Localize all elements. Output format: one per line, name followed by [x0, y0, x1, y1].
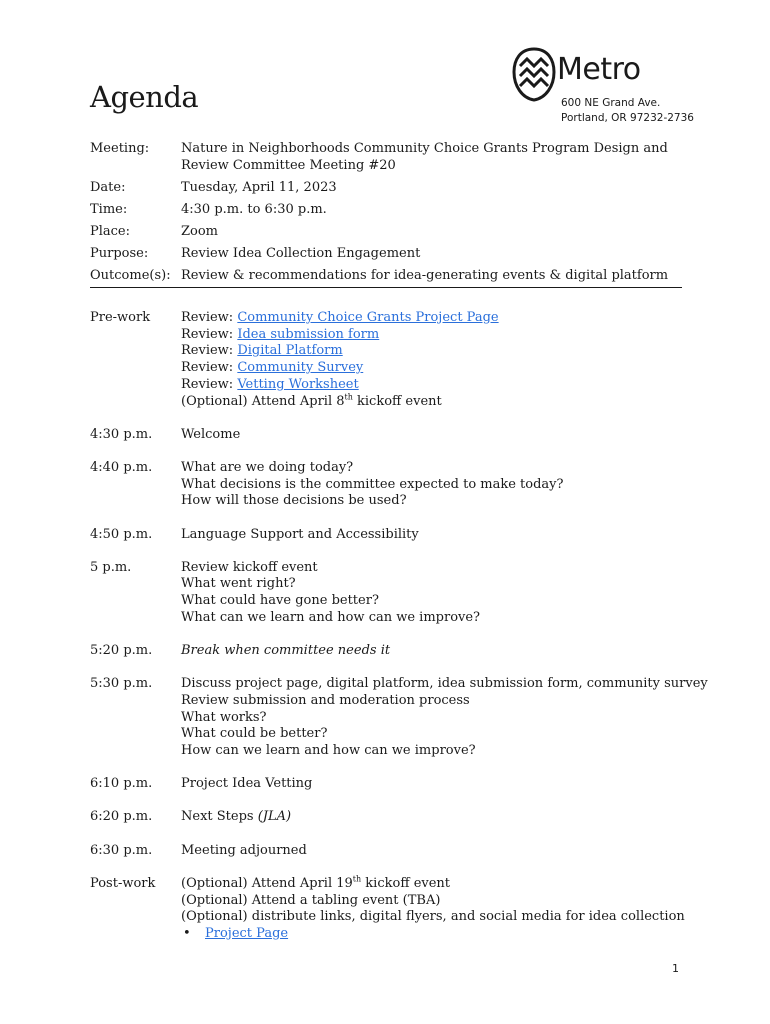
- agenda-content: (Optional) Attend April 19th kickoff event (Optional) Attend a tabling event (TBA) (Optional) distribute links, digital flyers, and social media for idea collection • Project Page: [181, 874, 685, 941]
- agenda-content: What are we doing today? What decisions is the committee expected to make today? How will those decisions be used?: [181, 459, 564, 509]
- meeting-details: [90, 140, 682, 289]
- agenda-time: 5:20 p.m.: [90, 643, 153, 659]
- agenda-time: 5:30 p.m.: [90, 676, 153, 692]
- meta-value: Nature in Neighborhoods Community Choice Grants Program Design and Review Committee Meeting #20: [181, 141, 668, 173]
- agenda-content: Welcome: [181, 426, 241, 442]
- agenda-time: Pre-work: [90, 310, 151, 325]
- agenda-content: Meeting adjourned: [181, 842, 307, 858]
- agenda-time: 6:10 p.m.: [90, 776, 153, 792]
- meta-value: Zoom: [181, 224, 219, 239]
- agenda-content: Break when committee needs it: [181, 643, 391, 659]
- review-line: Review: Community Survey: [181, 360, 364, 376]
- agenda-item: [90, 643, 682, 660]
- agenda-item: [90, 427, 682, 444]
- agenda-list: [90, 310, 708, 959]
- meta-row-date: [90, 179, 682, 196]
- agenda-time: 4:50 p.m.: [90, 526, 153, 542]
- agenda-content: [181, 310, 682, 410]
- community-choice-grants-project-page-link[interactable]: Community Choice Grants Project Page: [237, 310, 499, 325]
- agenda-item: [90, 776, 682, 793]
- agenda-item: [90, 676, 708, 760]
- review-line: Review: Community Choice Grants Project Page: [181, 310, 499, 325]
- review-line: Review: Vetting Worksheet: [181, 376, 359, 392]
- meta-value: Review Idea Collection Engagement: [181, 246, 421, 261]
- agenda-item: [90, 560, 682, 627]
- agenda-time: 4:40 p.m.: [90, 459, 153, 475]
- agenda-content: Discuss project page, digital platform, idea submission form, community survey Review submission and moderation process What works? What could be better? How can we learn and how can we improve?: [181, 676, 708, 759]
- meta-label: Time:: [90, 202, 128, 217]
- meta-row-outcomes: [90, 267, 682, 284]
- meta-label: Meeting:: [90, 141, 150, 156]
- agenda-item: [90, 460, 682, 510]
- meta-label: Purpose:: [90, 246, 149, 261]
- agenda-item-prework: [90, 310, 682, 410]
- meta-row-place: [90, 223, 682, 240]
- agenda-content: Review kickoff event What went right? What could have gone better? What can we learn and how can we improve?: [181, 559, 481, 625]
- meta-value: 4:30 p.m. to 6:30 p.m.: [181, 202, 327, 217]
- meta-row-meeting: [90, 140, 682, 174]
- agenda-content: Language Support and Accessibility: [181, 526, 419, 542]
- page-number: 1: [672, 962, 679, 975]
- agenda-content: Next Steps (JLA): [181, 809, 292, 825]
- agenda-time: 5 p.m.: [90, 559, 132, 575]
- list-item: [181, 926, 685, 943]
- optional-kickoff-line: (Optional) Attend April 8th kickoff event: [181, 392, 442, 409]
- address-line: Portland, OR 97232-2736: [561, 112, 694, 124]
- meta-label: Place:: [90, 224, 131, 239]
- agenda-time: 6:20 p.m.: [90, 809, 153, 825]
- vetting-worksheet-link[interactable]: Vetting Worksheet: [237, 376, 359, 392]
- agenda-item: [90, 809, 682, 826]
- idea-submission-form-link[interactable]: Idea submission form: [237, 326, 380, 342]
- agenda-content: Project Idea Vetting: [181, 776, 313, 792]
- project-page-link[interactable]: Project Page: [205, 925, 289, 941]
- digital-platform-link[interactable]: Digital Platform: [237, 343, 343, 359]
- meta-row-purpose: [90, 245, 682, 262]
- meta-label: Outcome(s):: [90, 268, 171, 283]
- agenda-item: [90, 843, 682, 860]
- review-line: Review: Digital Platform: [181, 343, 343, 359]
- community-survey-link[interactable]: Community Survey: [237, 360, 364, 376]
- page-title: Agenda: [90, 80, 199, 114]
- meta-label: Date:: [90, 180, 126, 195]
- address-line: 600 NE Grand Ave.: [561, 97, 661, 109]
- review-line: Review: Idea submission form: [181, 326, 380, 342]
- bullet-icon: •: [183, 925, 191, 941]
- agenda-time: 6:30 p.m.: [90, 842, 153, 858]
- divider: [90, 287, 682, 288]
- agenda-time: Post-work: [90, 875, 156, 891]
- agenda-item-postwork: [90, 874, 685, 943]
- agenda-item: [90, 527, 682, 544]
- meta-value: Tuesday, April 11, 2023: [181, 180, 337, 195]
- brand-name: Metro: [557, 52, 641, 87]
- agenda-time: 4:30 p.m.: [90, 426, 153, 442]
- meta-row-time: [90, 201, 682, 218]
- address-block: [561, 96, 694, 126]
- meta-value: Review & recommendations for idea-generating events & digital platform: [181, 268, 669, 283]
